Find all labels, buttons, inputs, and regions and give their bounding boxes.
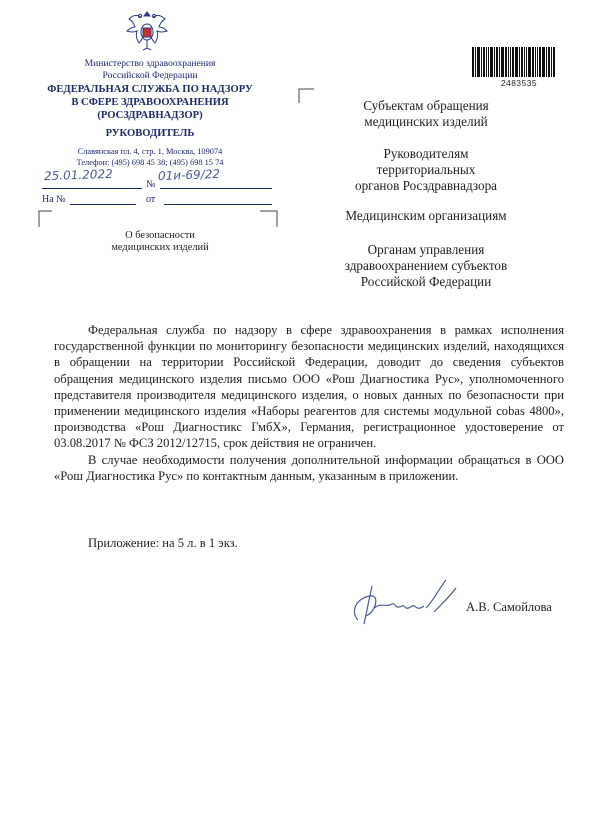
addressee-block-4: Органам управления здравоохранением субъектов Российской Федерации	[344, 242, 508, 289]
body-paragraph-2: В случае необходимости получения дополнительной информации обращаться в ООО «Рош Диагностика Рус» по контактным данным, указанным в приложении.	[54, 452, 564, 483]
letter-subject: О безопасности медицинских изделий	[111, 230, 209, 253]
agency-address: Славянская пл. 4, стр. 1, Москва, 109074 Телефон: (495) 698 45 38; (495) 698 15 74	[76, 147, 224, 167]
registration-number: 01и-69/22	[157, 166, 221, 184]
on-no-label: На №	[42, 194, 66, 205]
head-title: РУКОВОДИТЕЛЬ	[105, 128, 195, 139]
agency-name: ФЕДЕРАЛЬНАЯ СЛУЖБА ПО НАДЗОРУ В СФЕРЕ ЗДРАВООХРАНЕНИЯ (РОСЗДРАВНАДЗОР)	[47, 84, 253, 121]
addressee-block-3: Медицинским организациям	[345, 208, 507, 223]
attachment-note: Приложение: на 5 л. в 1 экз.	[88, 536, 238, 550]
barcode-number: 2483535	[500, 78, 538, 88]
reg-number-label: №	[146, 179, 156, 190]
body-paragraph-1: Федеральная служба по надзору в сфере здравоохранения в рамках исполнения государственной функции по мониторингу безопасности медицинских изделий, находящихся в обращении на территории Российской Федерации, доводит до сведения субъектов обращения медицинского изделия письмо ООО «Рош Диагностика Рус», уполномоченного представителя производителя медицинского изделия, о новых данных по безопасности при применении медицинского изделия «Наборы реагентов для системы модульной cobas 4800», производства «Рош Диагностикс ГмбХ», Германия, регистрационное удостоверение от 03.08.2017 № ФСЗ 2012/12715, срок действия не ограничен.	[54, 323, 564, 451]
handwritten-signature-icon	[346, 572, 461, 632]
subject-field-brackets	[38, 210, 278, 228]
barcode	[472, 47, 562, 77]
coat-of-arms-icon	[124, 8, 170, 56]
registration-date: 25.01.2022	[43, 166, 113, 184]
ministry-name: Министерство здравоохранения Российской Федерации	[84, 58, 216, 81]
addressee-block-1: Субъектам обращения медицинских изделий	[363, 98, 489, 129]
addressee-block-2: Руководителям территориальных органов Росздравнадзора	[354, 146, 498, 193]
from-label: от	[146, 194, 156, 205]
signatory-name: А.В. Самойлова	[466, 600, 552, 614]
letter-body	[54, 322, 564, 484]
